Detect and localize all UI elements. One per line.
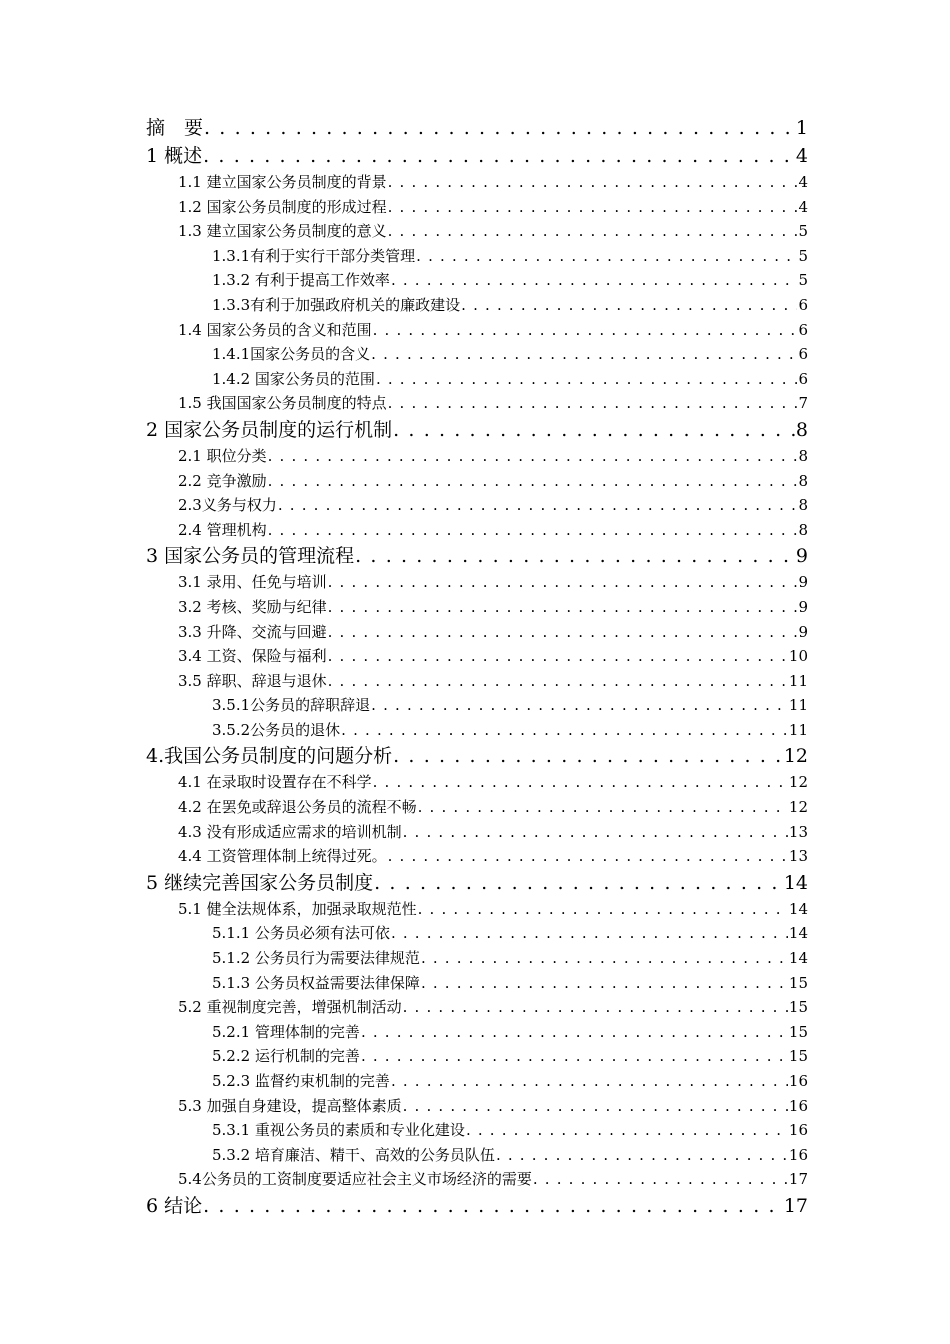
- toc-entry[interactable]: [0, 114, 808, 142]
- toc-entry[interactable]: [0, 820, 808, 845]
- toc-entry[interactable]: [0, 1192, 808, 1220]
- toc-entry-label: 4.3 没有形成适应需求的培训机制: [178, 822, 402, 841]
- toc-entry-page-number: 4: [798, 173, 808, 191]
- toc-entry-page-number: 16: [788, 1145, 808, 1164]
- toc-entry-label: 2.1 职位分类: [178, 446, 267, 465]
- toc-entry-page-number: 13: [788, 822, 808, 841]
- toc-dot-leader: [403, 995, 788, 1020]
- toc-entry-page-number: 15: [788, 1022, 808, 1041]
- toc-entry-label: 5.3.2 培育廉洁、精干、高效的公务员队伍: [212, 1145, 495, 1164]
- toc-entry-label: 5.2.2 运行机制的完善: [212, 1047, 360, 1066]
- table-of-contents: [0, 114, 950, 1220]
- toc-entry-page-number: 12: [783, 745, 808, 768]
- toc-entry-page-number: 9: [798, 573, 808, 592]
- toc-dot-leader: [373, 318, 798, 343]
- toc-entry[interactable]: [0, 142, 808, 170]
- toc-dot-leader: [403, 820, 788, 845]
- toc-entry-label: 3.5.2公务员的退休: [212, 720, 341, 739]
- toc-entry-page-number: 13: [788, 847, 808, 866]
- toc-entry-page-number: 16: [788, 1121, 808, 1140]
- toc-dot-leader: [418, 795, 788, 820]
- toc-entry-label: 1.3.1有利于实行干部分类管理: [212, 246, 416, 265]
- toc-entry[interactable]: [0, 444, 808, 469]
- toc-dot-leader: [371, 693, 788, 718]
- toc-entry-page-number: 9: [798, 597, 808, 616]
- toc-dot-leader: [388, 391, 798, 416]
- toc-entry[interactable]: [0, 1118, 808, 1143]
- toc-dot-leader: [388, 170, 798, 195]
- toc-dot-leader: [391, 268, 798, 293]
- toc-entry[interactable]: [0, 268, 808, 293]
- toc-entry-label: 3.1 录用、任免与培训: [178, 573, 327, 592]
- toc-entry[interactable]: [0, 971, 808, 996]
- toc-dot-leader: [393, 416, 795, 444]
- toc-entry-label: 1.3 建立国家公务员制度的意义: [178, 222, 387, 241]
- toc-entry-label: 5.3 加强自身建设，提高整体素质: [178, 1096, 402, 1115]
- toc-entry[interactable]: [0, 1020, 808, 1045]
- toc-entry-label: 3.5 辞职、辞退与退休: [178, 671, 327, 690]
- toc-entry[interactable]: [0, 869, 808, 897]
- toc-entry[interactable]: [0, 518, 808, 543]
- toc-entry-page-number: 6: [798, 345, 808, 364]
- toc-entry-label: 5.1.1 公务员必须有法可依: [212, 924, 390, 943]
- toc-entry[interactable]: [0, 493, 808, 518]
- toc-entry-page-number: 5: [798, 246, 808, 265]
- toc-dot-leader: [341, 718, 788, 743]
- toc-entry-label: 4.4 工资管理体制上统得过死。: [178, 847, 387, 866]
- toc-dot-leader: [388, 195, 798, 220]
- toc-dot-leader: [461, 293, 797, 318]
- toc-entry[interactable]: [0, 219, 808, 244]
- toc-dot-leader: [421, 946, 788, 971]
- toc-dot-leader: [361, 1020, 788, 1045]
- toc-entry-label: 1.5 我国国家公务员制度的特点: [178, 394, 387, 413]
- toc-dot-leader: [355, 542, 795, 570]
- toc-entry-label: 2.3义务与权力: [178, 496, 277, 515]
- toc-dot-leader: [376, 367, 798, 392]
- toc-entry-page-number: 6: [798, 320, 808, 339]
- toc-entry-label: 6 结论: [146, 1194, 203, 1217]
- toc-entry-label: 5.3.1 重视公务员的素质和专业化建设: [212, 1121, 465, 1140]
- toc-entry[interactable]: [0, 844, 808, 869]
- toc-entry[interactable]: [0, 416, 808, 444]
- toc-entry[interactable]: [0, 469, 808, 494]
- toc-entry-label: 2.2 竞争激励: [178, 471, 267, 490]
- toc-entry-label: 2.4 管理机构: [178, 520, 267, 539]
- toc-entry-page-number: 4: [798, 197, 808, 216]
- toc-entry-label: 3.5.1公务员的辞职辞退: [212, 696, 371, 715]
- toc-entry[interactable]: [0, 244, 808, 269]
- toc-entry-label: 5.2.3 监督约束机制的完善: [212, 1072, 390, 1090]
- toc-dot-leader: [391, 1069, 788, 1094]
- toc-entry[interactable]: [0, 644, 808, 669]
- toc-entry-label: 3.2 考核、奖励与纪律: [178, 597, 327, 616]
- toc-entry-page-number: 14: [788, 899, 808, 918]
- toc-dot-leader: [328, 570, 798, 595]
- toc-entry-label: 3 国家公务员的管理流程: [146, 545, 355, 568]
- toc-dot-leader: [388, 219, 798, 244]
- toc-entry[interactable]: [0, 195, 808, 220]
- toc-entry-label: 1.3.3有利于加强政府机关的廉政建设: [212, 295, 461, 314]
- toc-entry-label: 1.4.2 国家公务员的范围: [212, 369, 375, 388]
- toc-entry-label: 1.1 建立国家公务员制度的背景: [178, 173, 387, 191]
- toc-entry-page-number: 6: [798, 369, 808, 388]
- toc-entry-page-number: 11: [788, 671, 808, 690]
- toc-entry[interactable]: [0, 921, 808, 946]
- toc-entry-page-number: 15: [788, 973, 808, 992]
- toc-entry-label: 1.4 国家公务员的含义和范围: [178, 320, 372, 339]
- toc-entry-label: 4.1 在录取时设置存在不科学: [178, 773, 372, 792]
- toc-entry-page-number: 11: [788, 696, 808, 715]
- toc-dot-leader: [421, 971, 788, 996]
- toc-entry-label: 5.1.3 公务员权益需要法律保障: [212, 973, 420, 992]
- toc-entry[interactable]: [0, 1167, 808, 1192]
- toc-entry-label: 3.4 工资、保险与福利: [178, 647, 327, 666]
- toc-entry-page-number: 9: [798, 622, 808, 641]
- toc-entry[interactable]: [0, 170, 808, 195]
- toc-entry-label: 3.3 升降、交流与回避: [178, 622, 327, 641]
- toc-entry-label: 摘 要: [146, 117, 204, 139]
- toc-entry-label: 1 概述: [146, 145, 203, 167]
- toc-dot-leader: [388, 844, 788, 869]
- toc-entry-page-number: 8: [795, 418, 808, 441]
- toc-entry-label: 5 继续完善国家公务员制度: [146, 871, 374, 894]
- toc-entry[interactable]: [0, 391, 808, 416]
- toc-entry-page-number: 5: [798, 222, 808, 241]
- toc-entry[interactable]: [0, 1044, 808, 1069]
- toc-dot-leader: [403, 1094, 788, 1119]
- toc-entry-label: 4.2 在罢免或辞退公务员的流程不畅: [178, 798, 417, 817]
- toc-dot-leader: [203, 1192, 783, 1220]
- toc-entry-page-number: 9: [795, 545, 808, 568]
- toc-entry[interactable]: [0, 342, 808, 367]
- toc-entry[interactable]: [0, 1069, 808, 1094]
- toc-entry[interactable]: [0, 795, 808, 820]
- toc-entry-page-number: 4: [795, 145, 808, 167]
- toc-entry-page-number: 16: [788, 1096, 808, 1115]
- toc-entry-page-number: 1: [795, 117, 808, 139]
- toc-entry-label: 4.我国公务员制度的问题分析: [146, 745, 393, 768]
- toc-entry-page-number: 8: [798, 520, 808, 539]
- toc-dot-leader: [328, 595, 798, 620]
- toc-entry-page-number: 15: [788, 998, 808, 1017]
- toc-entry[interactable]: [0, 718, 808, 743]
- toc-entry-page-number: 12: [788, 798, 808, 817]
- toc-dot-leader: [371, 342, 797, 367]
- toc-dot-leader: [374, 869, 783, 897]
- toc-dot-leader: [328, 644, 788, 669]
- toc-entry-label: 5.1.2 公务员行为需要法律规范: [212, 949, 420, 968]
- toc-entry[interactable]: [0, 318, 808, 343]
- toc-entry[interactable]: [0, 620, 808, 645]
- toc-dot-leader: [391, 921, 788, 946]
- toc-entry-page-number: 6: [798, 295, 808, 314]
- toc-entry[interactable]: [0, 897, 808, 922]
- toc-entry-page-number: 17: [783, 1194, 808, 1217]
- toc-entry-page-number: 14: [788, 949, 808, 968]
- toc-entry[interactable]: [0, 742, 808, 770]
- toc-entry-page-number: 7: [798, 394, 808, 413]
- toc-entry-page-number: 17: [788, 1170, 808, 1189]
- toc-entry-page-number: 8: [798, 496, 808, 515]
- toc-dot-leader: [328, 669, 788, 694]
- toc-dot-leader: [393, 742, 783, 770]
- toc-dot-leader: [418, 897, 788, 922]
- toc-dot-leader: [268, 518, 798, 543]
- toc-dot-leader: [268, 444, 798, 469]
- toc-dot-leader: [328, 620, 798, 645]
- toc-entry[interactable]: [0, 367, 808, 392]
- toc-entry[interactable]: [0, 595, 808, 620]
- toc-entry[interactable]: [0, 770, 808, 795]
- toc-entry[interactable]: [0, 1094, 808, 1119]
- toc-entry[interactable]: [0, 293, 808, 318]
- toc-entry[interactable]: [0, 1143, 808, 1168]
- toc-entry[interactable]: [0, 669, 808, 694]
- toc-dot-leader: [203, 142, 795, 170]
- toc-dot-leader: [204, 114, 795, 142]
- toc-entry-page-number: 8: [798, 471, 808, 490]
- toc-dot-leader: [268, 469, 798, 494]
- toc-entry[interactable]: [0, 995, 808, 1020]
- toc-entry-page-number: 11: [788, 720, 808, 739]
- toc-entry-page-number: 8: [798, 446, 808, 465]
- toc-dot-leader: [361, 1044, 788, 1069]
- toc-dot-leader: [416, 244, 797, 269]
- toc-entry-page-number: 10: [788, 647, 808, 666]
- toc-entry-label: 1.3.2 有利于提高工作效率: [212, 271, 390, 290]
- toc-dot-leader: [496, 1143, 788, 1168]
- toc-entry-label: 5.4公务员的工资制度要适应社会主义市场经济的需要: [178, 1170, 532, 1189]
- toc-entry-label: 1.4.1国家公务员的含义: [212, 345, 371, 364]
- toc-entry-page-number: 14: [788, 924, 808, 943]
- toc-dot-leader: [278, 493, 798, 518]
- toc-entry-label: 5.1 健全法规体系，加强录取规范性: [178, 899, 417, 918]
- toc-entry[interactable]: [0, 946, 808, 971]
- toc-entry[interactable]: [0, 693, 808, 718]
- toc-dot-leader: [373, 770, 788, 795]
- toc-entry-page-number: 15: [788, 1047, 808, 1066]
- toc-entry-label: 5.2 重视制度完善，增强机制活动: [178, 998, 402, 1017]
- toc-entry-label: 5.2.1 管理体制的完善: [212, 1022, 360, 1041]
- toc-entry-label: 1.2 国家公务员制度的形成过程: [178, 197, 387, 216]
- toc-dot-leader: [533, 1167, 788, 1192]
- toc-entry-page-number: 16: [788, 1072, 808, 1090]
- toc-entry-label: 2 国家公务员制度的运行机制: [146, 418, 393, 441]
- toc-entry-page-number: 5: [798, 271, 808, 290]
- toc-entry[interactable]: [0, 570, 808, 595]
- toc-entry[interactable]: [0, 542, 808, 570]
- toc-entry-page-number: 12: [788, 773, 808, 792]
- toc-entry-page-number: 14: [783, 871, 808, 894]
- toc-dot-leader: [466, 1118, 788, 1143]
